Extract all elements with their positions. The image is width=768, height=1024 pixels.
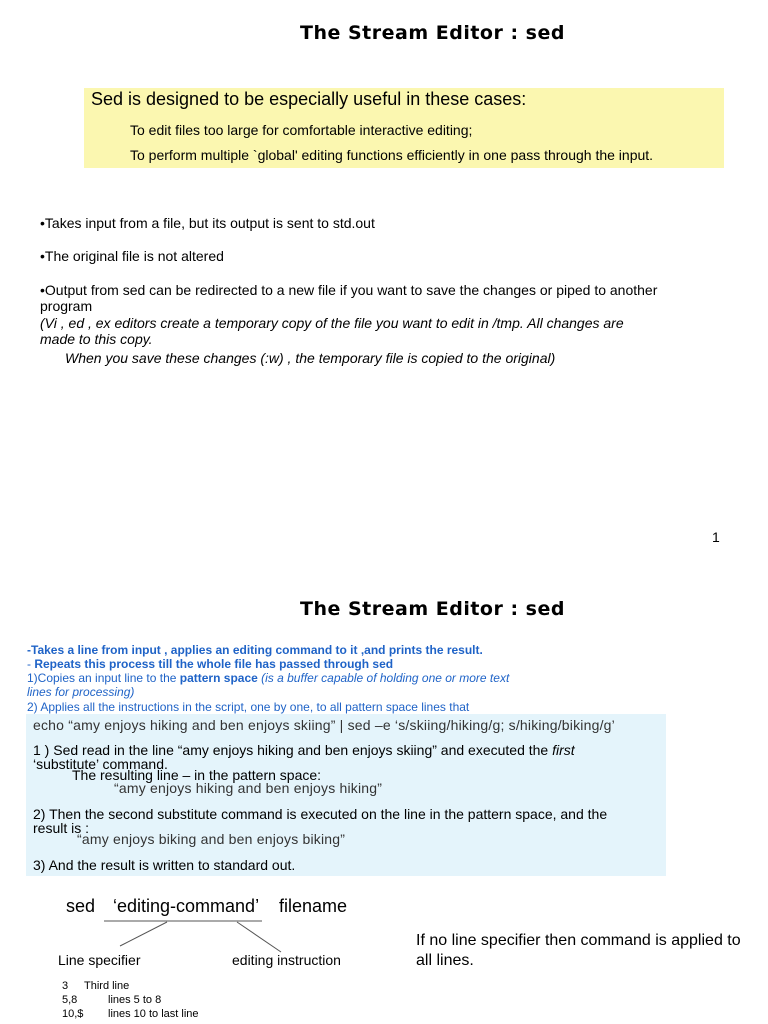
vi-note: made to this copy. bbox=[40, 331, 153, 347]
bullet-item: •Output from sed can be redirected to a new file if you want to save the changes or piped to another bbox=[40, 282, 658, 298]
line-spec-examples bbox=[62, 979, 199, 1021]
pattern-space-result: “amy enjoys hiking and ben enjoys hiking” bbox=[114, 780, 383, 796]
emphasis-first: first bbox=[552, 742, 575, 758]
slide-2-title: The Stream Editor : sed bbox=[300, 598, 565, 620]
vi-note: When you save these changes (:w) , the temporary file is copied to the original) bbox=[65, 350, 556, 366]
explanation-line: 2) Then the second substitute command is executed on the line in the pattern space, and the bbox=[33, 806, 608, 822]
step-item-continued: lines for processing) bbox=[27, 685, 135, 699]
explanation-line: result is : bbox=[33, 820, 90, 836]
page-number: 1 bbox=[712, 529, 720, 545]
sed-command: echo “amy enjoys hiking and ben enjoys skiing” | sed –e ‘s/skiing/hiking/g; s/hiking/biking/g’ bbox=[33, 717, 615, 733]
explanation-line: 3) And the result is written to standard out. bbox=[33, 857, 296, 873]
step-text: (is a buffer capable of holding one or more text bbox=[257, 671, 510, 685]
explanation-text: 1 ) Sed read in the line “amy enjoys hiking and ben enjoys skiing” and executed the bbox=[33, 742, 553, 758]
step-text: 1)Copies an input line to the bbox=[27, 671, 180, 685]
example-desc: lines 5 to 8 bbox=[108, 994, 162, 1006]
example-spec: 10,$ bbox=[62, 1008, 84, 1020]
bullet-item-continued: program bbox=[40, 298, 93, 314]
bullet-item: •The original file is not altered bbox=[40, 248, 224, 264]
vi-note: (Vi , ed , ex editors create a temporary copy of the file you want to edit in /tmp. All changes are bbox=[40, 315, 624, 331]
use-cases-heading: Sed is designed to be especially useful in these cases: bbox=[91, 89, 527, 109]
label-editing-instruction: editing instruction bbox=[232, 952, 341, 968]
example-row bbox=[62, 993, 199, 1007]
final-result: “amy enjoys biking and ben enjoys biking” bbox=[77, 831, 346, 847]
slide-1-title: The Stream Editor : sed bbox=[300, 22, 565, 44]
example-desc: Third line bbox=[84, 980, 130, 992]
no-specifier-note: all lines. bbox=[416, 952, 474, 969]
explanation-line: ‘substitute’ command. bbox=[33, 756, 168, 772]
example-row bbox=[62, 1007, 199, 1021]
step-item: 2) Applies all the instructions in the script, one by one, to all pattern space lines that bbox=[27, 700, 470, 714]
use-case-item: To edit files too large for comfortable interactive editing; bbox=[130, 122, 473, 138]
step-text: Takes a line from input , applies an editing command to it ,and prints the result. bbox=[31, 643, 483, 657]
syntax-editing-command: ‘editing-command’ bbox=[113, 896, 260, 916]
example-row bbox=[62, 979, 199, 993]
connector-line bbox=[237, 922, 281, 952]
example-spec: 5,8 bbox=[62, 994, 78, 1006]
example-desc: lines 10 to last line bbox=[108, 1008, 199, 1020]
no-specifier-note: If no line specifier then command is applied to bbox=[416, 932, 741, 949]
bullet-item: •Takes input from a file, but its output is sent to std.out bbox=[40, 215, 375, 231]
label-line-specifier: Line specifier bbox=[58, 952, 141, 968]
step-item: - Repeats this process till the whole file has passed through sed bbox=[27, 657, 394, 671]
explanation-line: The resulting line – in the pattern space: bbox=[72, 767, 322, 783]
pattern-space-term: pattern space bbox=[179, 671, 258, 685]
example-spec: 3 bbox=[62, 980, 69, 992]
use-case-item: To perform multiple `global' editing functions efficiently in one pass through the input. bbox=[130, 147, 654, 163]
step-item: -Takes a line from input , applies an editing command to it ,and prints the result. bbox=[27, 643, 483, 657]
syntax-filename: filename bbox=[279, 896, 348, 916]
syntax-sed: sed bbox=[66, 896, 96, 916]
step-text: Repeats this process till the whole file has passed through sed bbox=[34, 657, 394, 671]
connector-line bbox=[120, 922, 167, 946]
